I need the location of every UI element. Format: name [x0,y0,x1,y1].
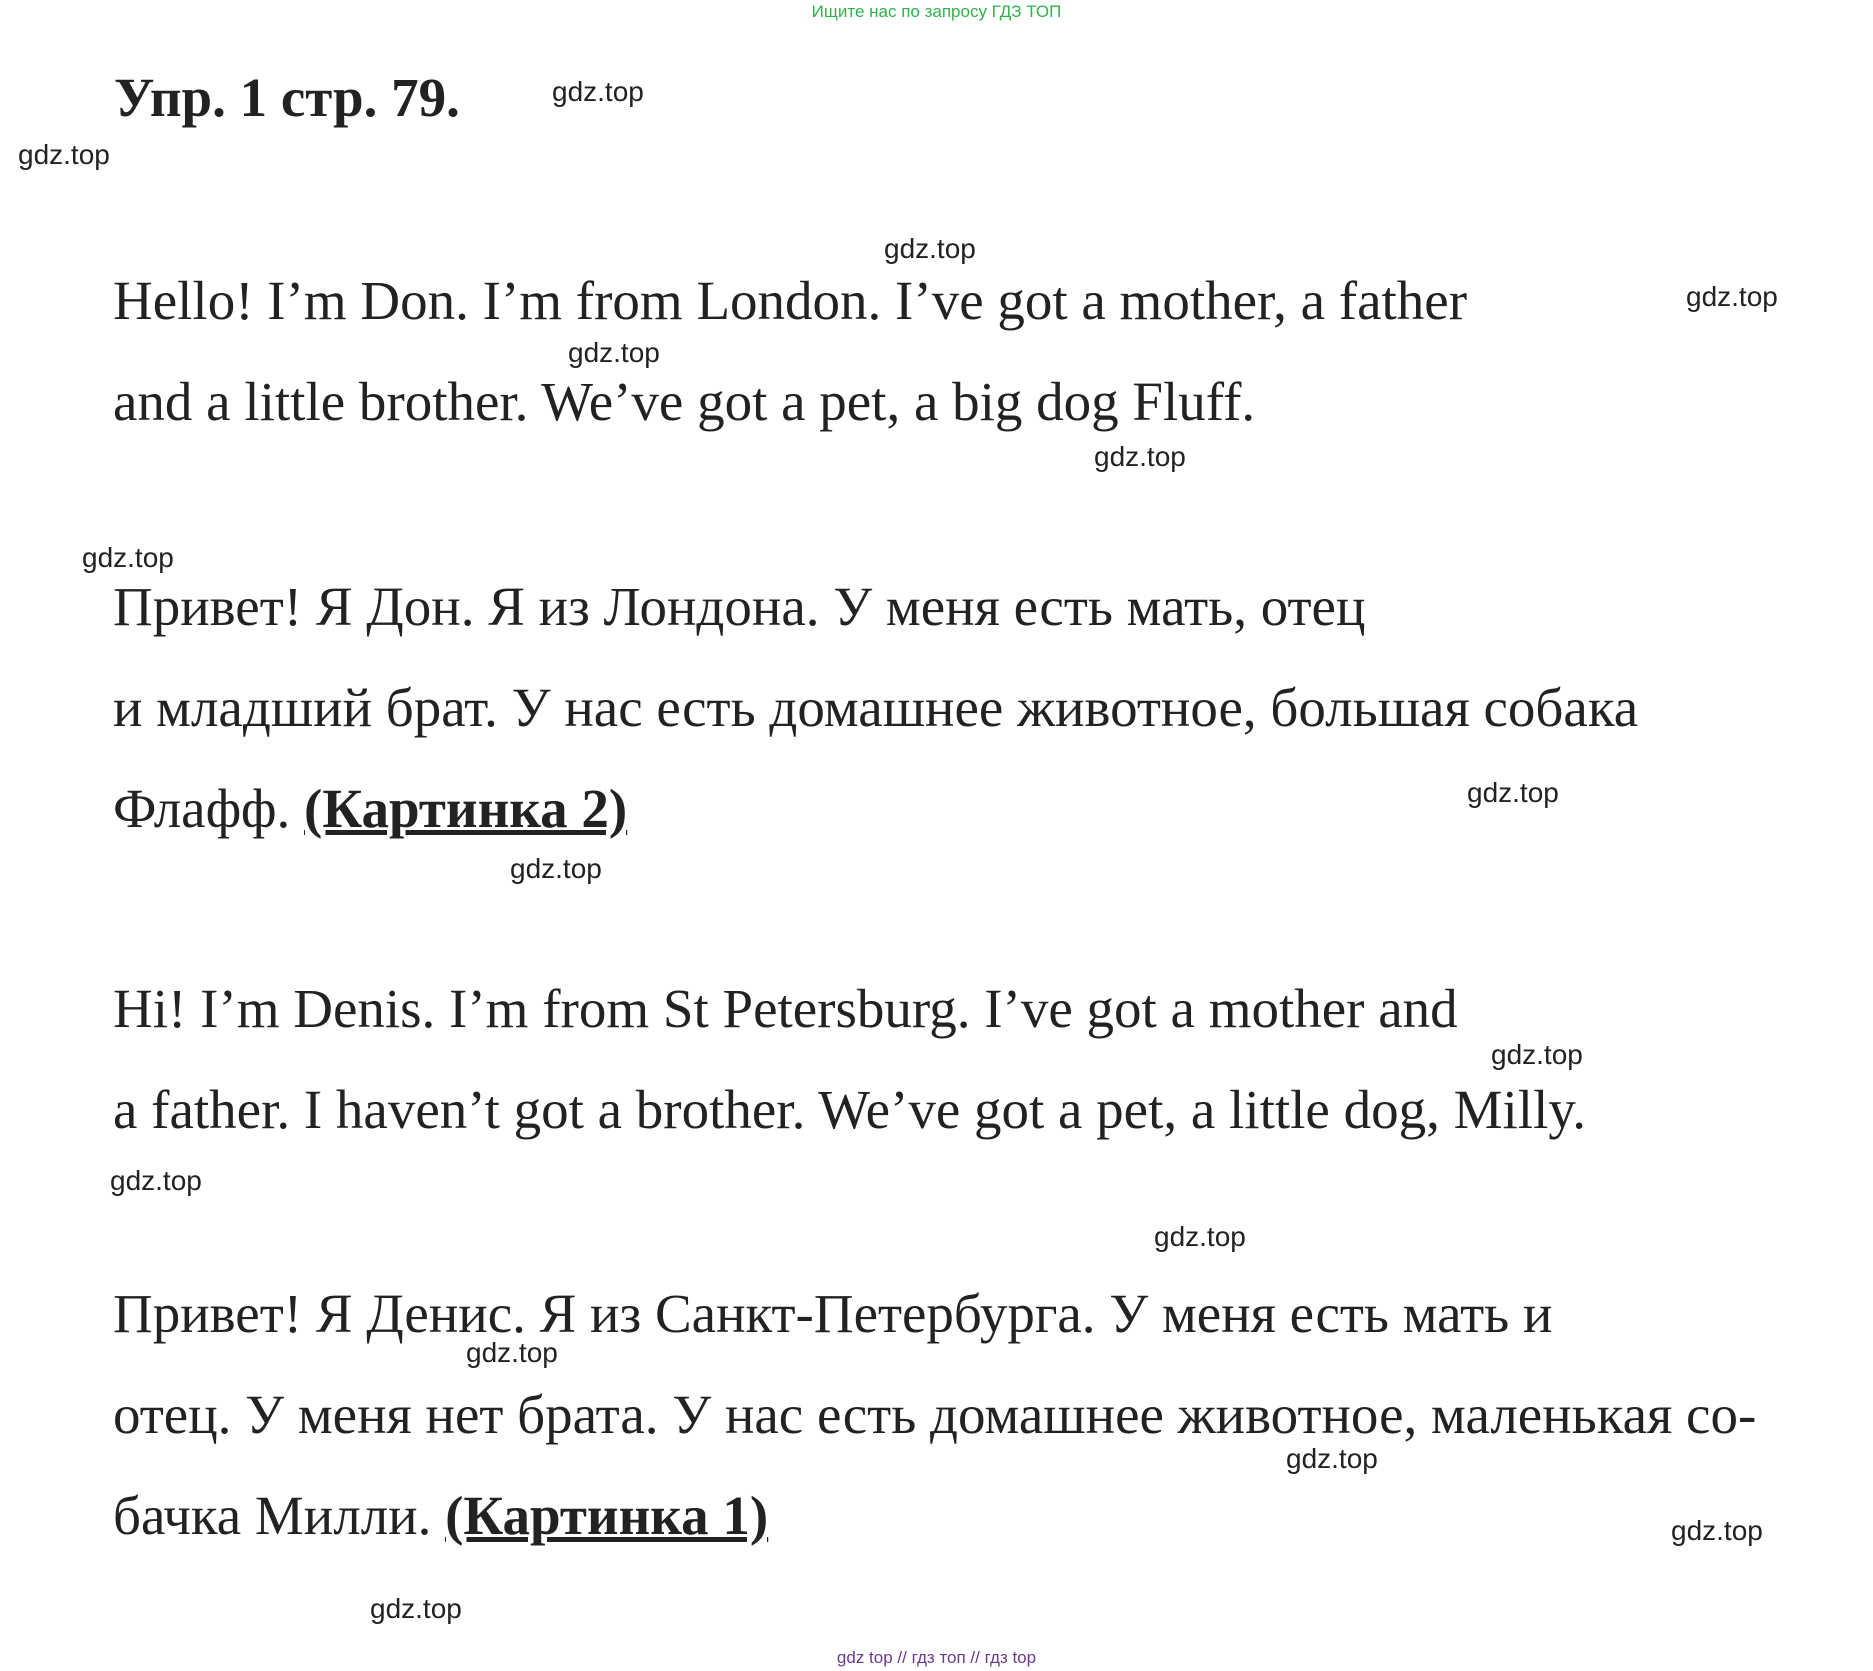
text-line: Привет! Я Дон. Я из Лондона. У меня есть мать, отец [113,576,1366,637]
picture-label: (Картинка 1) [445,1485,769,1546]
watermark: gdz.top [1094,441,1186,472]
watermark: gdz.top [1671,1515,1763,1546]
text-line: отец. У меня нет брата. У нас есть домашнее животное, маленькая со- [113,1384,1757,1445]
watermark: gdz.top [552,76,644,107]
page-title: Упр. 1 стр. 79. [114,67,460,128]
bottom-banner: gdz top // гдз топ // гдз top [836,1648,1037,1667]
text-line-start: бачка Милли. [113,1485,432,1546]
watermark: gdz.top [370,1593,462,1624]
top-banner: Ищите нас по запросу ГДЗ ТОП [811,2,1062,21]
text-line: и младший брат. У нас есть домашнее животное, большая собака [113,677,1639,738]
text-block-don-english [113,250,1467,452]
text-line: Hello! I’m Don. I’m from London. I’ve got a mother, a father [113,270,1468,331]
text-line: Привет! Я Денис. Я из Санкт-Петербурга. У меня есть мать и [113,1283,1553,1344]
picture-label: (Картинка 2) [304,778,628,839]
watermark: gdz.top [466,1337,558,1368]
watermark: gdz.top [1154,1221,1246,1252]
watermark: gdz.top [82,542,174,573]
text-line [113,1465,1756,1566]
text-block-denis-russian [113,1263,1756,1566]
watermark: gdz.top [568,337,660,368]
watermark: gdz.top [1491,1039,1583,1070]
text-line: and a little brother. We’ve got a pet, a big dog Fluff. [113,371,1256,432]
watermark: gdz.top [1467,777,1559,808]
text-line: Hi! I’m Denis. I’m from St Petersburg. I’ve got a mother and [113,978,1458,1039]
watermark: gdz.top [1686,281,1778,312]
watermark: gdz.top [110,1165,202,1196]
text-line: a father. I haven’t got a brother. We’ve got a pet, a little dog, Milly. [113,1079,1587,1140]
watermark: gdz.top [884,233,976,264]
text-line [113,758,1638,859]
text-line-start: Флафф. [113,778,291,839]
text-block-don-russian [113,556,1638,859]
watermark: gdz.top [18,139,110,170]
text-block-denis-english [113,958,1586,1160]
watermark: gdz.top [510,853,602,884]
watermark: gdz.top [1286,1443,1378,1474]
